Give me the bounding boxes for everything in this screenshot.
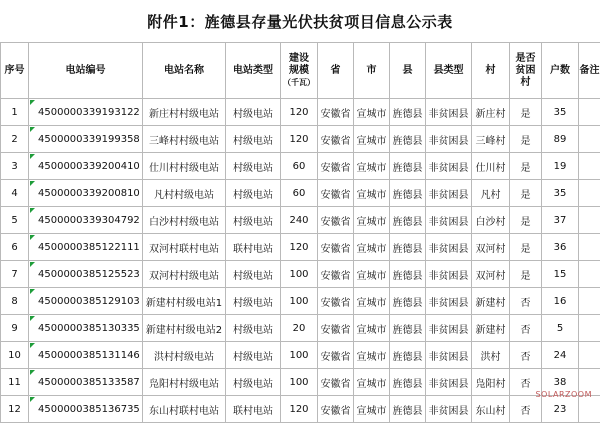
watermark: SOLARZOOM — [535, 390, 592, 399]
cell-remarks — [579, 207, 600, 234]
cell-county: 旌德县 — [390, 207, 426, 234]
cell-city: 宣城市 — [354, 180, 390, 207]
table-row — [1, 126, 600, 153]
cell-no: 5 — [1, 207, 29, 234]
cell-county: 旌德县 — [390, 234, 426, 261]
table-row — [1, 369, 600, 396]
cell-name: 洪村村级电站 — [143, 342, 226, 369]
cell-no: 9 — [1, 315, 29, 342]
header-scale — [281, 43, 318, 99]
table-row — [1, 342, 600, 369]
cell-code-text: 4500000339193122 — [38, 107, 140, 118]
cell-village: 洪村 — [472, 342, 510, 369]
cell-remarks — [579, 126, 600, 153]
cell-county-type: 非贫困县 — [426, 234, 472, 261]
cell-households: 16 — [542, 288, 579, 315]
cell-city: 宣城市 — [354, 234, 390, 261]
header-scale-line1: 建设 — [289, 53, 309, 64]
cell-marker-icon — [30, 235, 35, 240]
cell-scale: 120 — [281, 126, 318, 153]
cell-no: 4 — [1, 180, 29, 207]
cell-code — [29, 153, 143, 180]
cell-province: 安徽省 — [318, 315, 354, 342]
cell-scale: 100 — [281, 261, 318, 288]
cell-name: 三峰村村级电站 — [143, 126, 226, 153]
header-poor-line1: 是否 — [516, 53, 536, 64]
cell-no: 3 — [1, 153, 29, 180]
header-row — [1, 43, 600, 99]
cell-type: 村级电站 — [226, 315, 281, 342]
cell-code-text: 4500000385122111 — [38, 242, 140, 253]
cell-county-type: 非贫困县 — [426, 99, 472, 126]
cell-code-text: 4500000385125523 — [38, 269, 140, 280]
header-village: 村 — [472, 43, 510, 99]
header-scale-line3: （千瓦） — [283, 78, 315, 87]
header-poor-line3: 村 — [521, 77, 531, 88]
cell-type: 村级电站 — [226, 288, 281, 315]
cell-marker-icon — [30, 289, 35, 294]
cell-village: 仕川村 — [472, 153, 510, 180]
cell-poor: 否 — [510, 396, 542, 423]
header-type: 电站类型 — [226, 43, 281, 99]
cell-province: 安徽省 — [318, 369, 354, 396]
cell-name: 凫阳村村级电站 — [143, 369, 226, 396]
table-row — [1, 261, 600, 288]
cell-poor: 是 — [510, 207, 542, 234]
cell-type: 村级电站 — [226, 99, 281, 126]
cell-marker-icon — [30, 208, 35, 213]
cell-no: 1 — [1, 99, 29, 126]
cell-village: 凡村 — [472, 180, 510, 207]
cell-remarks — [579, 396, 600, 423]
cell-type: 村级电站 — [226, 207, 281, 234]
cell-scale: 120 — [281, 99, 318, 126]
cell-county: 旌德县 — [390, 288, 426, 315]
cell-marker-icon — [30, 154, 35, 159]
header-county-type: 县类型 — [426, 43, 472, 99]
cell-remarks — [579, 99, 600, 126]
cell-no: 8 — [1, 288, 29, 315]
cell-name: 仕川村村级电站 — [143, 153, 226, 180]
cell-scale: 60 — [281, 180, 318, 207]
header-city: 市 — [354, 43, 390, 99]
cell-marker-icon — [30, 370, 35, 375]
cell-city: 宣城市 — [354, 396, 390, 423]
cell-name: 新建村村级电站2 — [143, 315, 226, 342]
cell-households: 89 — [542, 126, 579, 153]
cell-county: 旌德县 — [390, 153, 426, 180]
cell-marker-icon — [30, 262, 35, 267]
cell-marker-icon — [30, 397, 35, 402]
cell-village: 凫阳村 — [472, 369, 510, 396]
cell-type: 村级电站 — [226, 369, 281, 396]
cell-province: 安徽省 — [318, 207, 354, 234]
table-row — [1, 153, 600, 180]
cell-city: 宣城市 — [354, 369, 390, 396]
cell-code — [29, 315, 143, 342]
cell-code-text: 4500000339200810 — [38, 188, 140, 199]
cell-scale: 100 — [281, 369, 318, 396]
cell-code — [29, 207, 143, 234]
cell-county: 旌德县 — [390, 99, 426, 126]
cell-name: 新建村村级电站1 — [143, 288, 226, 315]
cell-county-type: 非贫困县 — [426, 207, 472, 234]
cell-city: 宣城市 — [354, 288, 390, 315]
cell-scale: 20 — [281, 315, 318, 342]
cell-marker-icon — [30, 100, 35, 105]
cell-code — [29, 369, 143, 396]
cell-code-text: 4500000385136735 — [38, 404, 140, 415]
cell-type: 村级电站 — [226, 126, 281, 153]
cell-poor: 否 — [510, 288, 542, 315]
cell-households: 24 — [542, 342, 579, 369]
cell-marker-icon — [30, 181, 35, 186]
cell-no: 12 — [1, 396, 29, 423]
cell-remarks — [579, 234, 600, 261]
header-households: 户数 — [542, 43, 579, 99]
cell-type: 村级电站 — [226, 153, 281, 180]
cell-code — [29, 99, 143, 126]
cell-scale: 120 — [281, 396, 318, 423]
cell-remarks — [579, 153, 600, 180]
cell-name: 双河村联村电站 — [143, 234, 226, 261]
header-no: 序号 — [1, 43, 29, 99]
cell-province: 安徽省 — [318, 126, 354, 153]
cell-city: 宣城市 — [354, 207, 390, 234]
cell-code-text: 4500000385133587 — [38, 377, 140, 388]
header-poor — [510, 43, 542, 99]
cell-no: 2 — [1, 126, 29, 153]
cell-households: 36 — [542, 234, 579, 261]
cell-city: 宣城市 — [354, 342, 390, 369]
cell-households: 35 — [542, 180, 579, 207]
cell-remarks — [579, 315, 600, 342]
cell-city: 宣城市 — [354, 153, 390, 180]
cell-code — [29, 234, 143, 261]
cell-city: 宣城市 — [354, 261, 390, 288]
cell-type: 村级电站 — [226, 342, 281, 369]
cell-county-type: 非贫困县 — [426, 369, 472, 396]
header-name: 电站名称 — [143, 43, 226, 99]
cell-code-text: 4500000339199358 — [38, 134, 140, 145]
table-row — [1, 234, 600, 261]
cell-city: 宣城市 — [354, 126, 390, 153]
cell-remarks — [579, 261, 600, 288]
cell-county: 旌德县 — [390, 369, 426, 396]
cell-poor: 是 — [510, 126, 542, 153]
cell-poor: 是 — [510, 99, 542, 126]
cell-name: 凡村村级电站 — [143, 180, 226, 207]
header-poor-line2: 贫困 — [516, 65, 536, 76]
cell-remarks — [579, 180, 600, 207]
cell-type: 联村电站 — [226, 396, 281, 423]
cell-households: 19 — [542, 153, 579, 180]
cell-poor: 否 — [510, 315, 542, 342]
header-code: 电站编号 — [29, 43, 143, 99]
cell-county: 旌德县 — [390, 396, 426, 423]
table-row — [1, 396, 600, 423]
cell-remarks — [579, 288, 600, 315]
cell-county-type: 非贫困县 — [426, 315, 472, 342]
table-row — [1, 288, 600, 315]
table-row — [1, 180, 600, 207]
cell-households: 15 — [542, 261, 579, 288]
cell-no: 7 — [1, 261, 29, 288]
cell-village: 双河村 — [472, 234, 510, 261]
cell-county: 旌德县 — [390, 342, 426, 369]
cell-code — [29, 342, 143, 369]
cell-scale: 100 — [281, 342, 318, 369]
cell-code-text: 4500000385129103 — [38, 296, 140, 307]
cell-no: 10 — [1, 342, 29, 369]
cell-village: 新庄村 — [472, 99, 510, 126]
cell-code — [29, 261, 143, 288]
cell-type: 村级电站 — [226, 261, 281, 288]
header-scale-line2: 规模 — [289, 65, 309, 76]
cell-poor: 是 — [510, 180, 542, 207]
cell-name: 新庄村村级电站 — [143, 99, 226, 126]
cell-marker-icon — [30, 343, 35, 348]
cell-city: 宣城市 — [354, 99, 390, 126]
page-title: 附件1：旌德县存量光伏扶贫项目信息公示表 — [0, 0, 600, 42]
cell-name: 双河村村级电站 — [143, 261, 226, 288]
cell-code — [29, 126, 143, 153]
cell-province: 安徽省 — [318, 234, 354, 261]
cell-type: 村级电站 — [226, 180, 281, 207]
cell-households: 35 — [542, 99, 579, 126]
cell-county-type: 非贫困县 — [426, 342, 472, 369]
cell-province: 安徽省 — [318, 396, 354, 423]
cell-province: 安徽省 — [318, 153, 354, 180]
cell-scale: 60 — [281, 153, 318, 180]
cell-county: 旌德县 — [390, 261, 426, 288]
cell-poor: 否 — [510, 342, 542, 369]
header-province: 省 — [318, 43, 354, 99]
cell-province: 安徽省 — [318, 180, 354, 207]
cell-province: 安徽省 — [318, 261, 354, 288]
cell-code-text: 4500000385131146 — [38, 350, 140, 361]
cell-province: 安徽省 — [318, 288, 354, 315]
cell-households: 38 — [542, 369, 579, 396]
header-remarks: 备注 — [579, 43, 600, 99]
cell-remarks — [579, 342, 600, 369]
cell-poor: 是 — [510, 261, 542, 288]
cell-village: 三峰村 — [472, 126, 510, 153]
header-county: 县 — [390, 43, 426, 99]
cell-code — [29, 288, 143, 315]
table-row — [1, 207, 600, 234]
cell-marker-icon — [30, 316, 35, 321]
cell-county-type: 非贫困县 — [426, 261, 472, 288]
cell-county-type: 非贫困县 — [426, 126, 472, 153]
cell-name: 白沙村村级电站 — [143, 207, 226, 234]
cell-marker-icon — [30, 127, 35, 132]
cell-code — [29, 396, 143, 423]
table-row — [1, 315, 600, 342]
cell-code-text: 4500000339200410 — [38, 161, 140, 172]
cell-code — [29, 180, 143, 207]
cell-county: 旌德县 — [390, 180, 426, 207]
cell-name: 东山村联村电站 — [143, 396, 226, 423]
cell-poor: 是 — [510, 153, 542, 180]
cell-scale: 100 — [281, 288, 318, 315]
cell-households: 23 — [542, 396, 579, 423]
cell-scale: 240 — [281, 207, 318, 234]
cell-type: 联村电站 — [226, 234, 281, 261]
cell-no: 6 — [1, 234, 29, 261]
cell-code-text: 4500000385130335 — [38, 323, 140, 334]
cell-village: 新建村 — [472, 315, 510, 342]
cell-county-type: 非贫困县 — [426, 396, 472, 423]
cell-village: 新建村 — [472, 288, 510, 315]
project-info-table — [0, 42, 600, 423]
table-row — [1, 99, 600, 126]
cell-households: 5 — [542, 315, 579, 342]
cell-village: 东山村 — [472, 396, 510, 423]
cell-county: 旌德县 — [390, 315, 426, 342]
cell-households: 37 — [542, 207, 579, 234]
cell-scale: 120 — [281, 234, 318, 261]
cell-no: 11 — [1, 369, 29, 396]
cell-province: 安徽省 — [318, 342, 354, 369]
cell-province: 安徽省 — [318, 99, 354, 126]
cell-county-type: 非贫困县 — [426, 153, 472, 180]
cell-county: 旌德县 — [390, 126, 426, 153]
cell-village: 双河村 — [472, 261, 510, 288]
cell-county-type: 非贫困县 — [426, 180, 472, 207]
cell-village: 白沙村 — [472, 207, 510, 234]
cell-poor: 否 — [510, 369, 542, 396]
cell-city: 宣城市 — [354, 315, 390, 342]
cell-poor: 是 — [510, 234, 542, 261]
cell-code-text: 4500000339304792 — [38, 215, 140, 226]
cell-county-type: 非贫困县 — [426, 288, 472, 315]
